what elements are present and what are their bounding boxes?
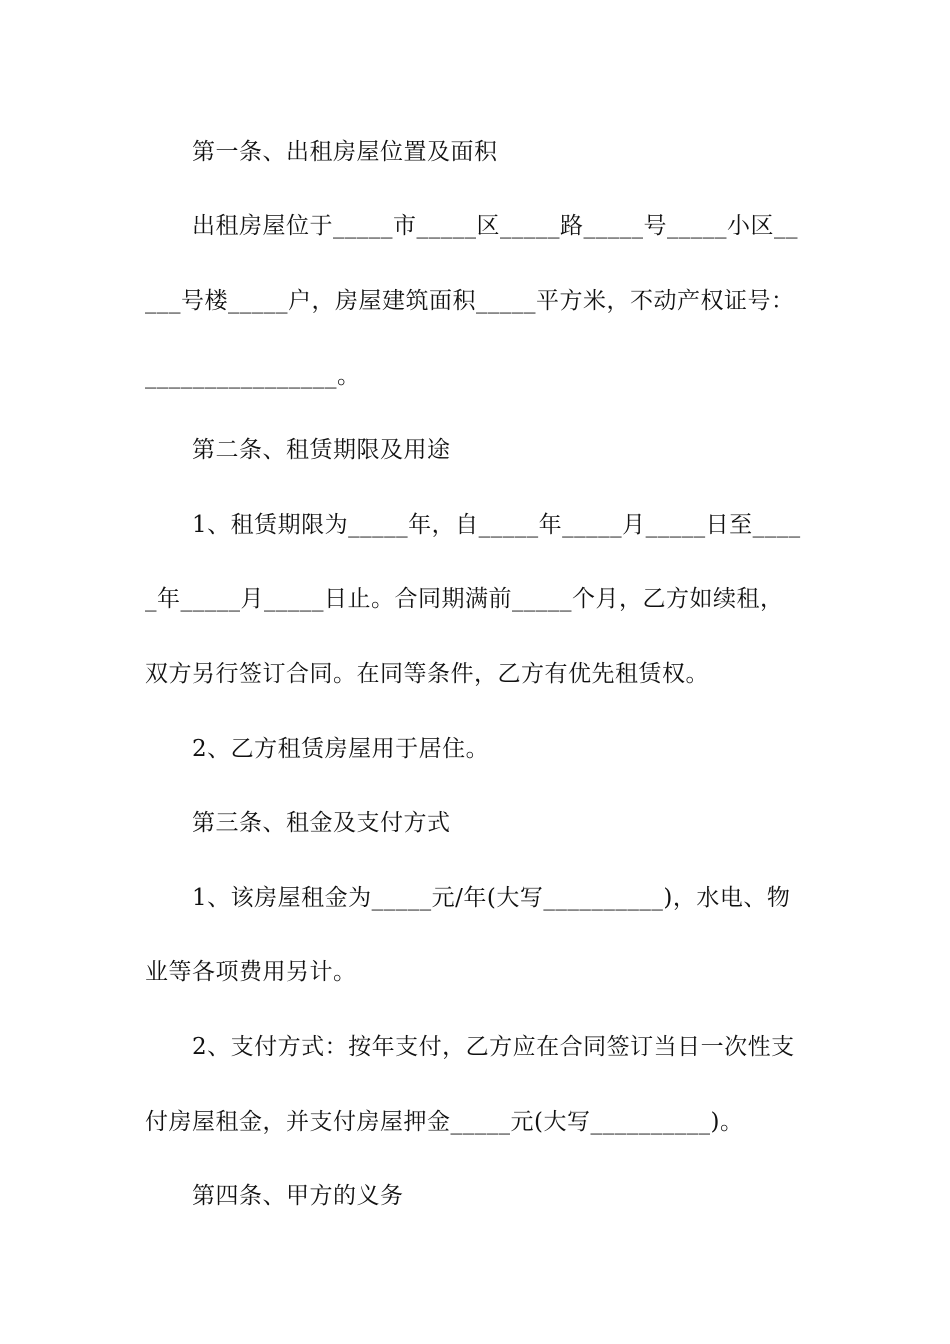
article-1-heading: 第一条、出租房屋位置及面积 [192, 139, 498, 165]
paragraph-line: ________________。 [145, 363, 361, 389]
article-3-heading: 第三条、租金及支付方式 [192, 810, 451, 836]
paragraph-line: 业等各项费用另计。 [145, 959, 357, 985]
paragraph-line: 付房屋租金，并支付房屋押金_____元(大写__________)。 [145, 1109, 744, 1135]
paragraph-line: 1、该房屋租金为_____元/年(大写__________)，水电、物 [192, 885, 791, 911]
paragraph-line: 1、租赁期限为_____年，自_____年_____月_____日至____ [192, 512, 801, 538]
paragraph-line: ___号楼_____户，房屋建筑面积_____平方米，不动产权证号： [145, 288, 795, 314]
article-2-heading: 第二条、租赁期限及用途 [192, 437, 451, 463]
paragraph-line: _年_____月_____日止。合同期满前_____个月，乙方如续租， [145, 586, 784, 612]
article-4-heading: 第四条、甲方的义务 [192, 1183, 404, 1209]
paragraph-line: 出租房屋位于_____市_____区_____路_____号_____小区__ [192, 213, 798, 239]
paragraph-line: 2、乙方租赁房屋用于居住。 [192, 736, 490, 762]
paragraph-line: 2、支付方式：按年支付，乙方应在合同签订当日一次性支 [192, 1034, 795, 1060]
paragraph-line: 双方另行签订合同。在同等条件，乙方有优先租赁权。 [145, 661, 709, 687]
